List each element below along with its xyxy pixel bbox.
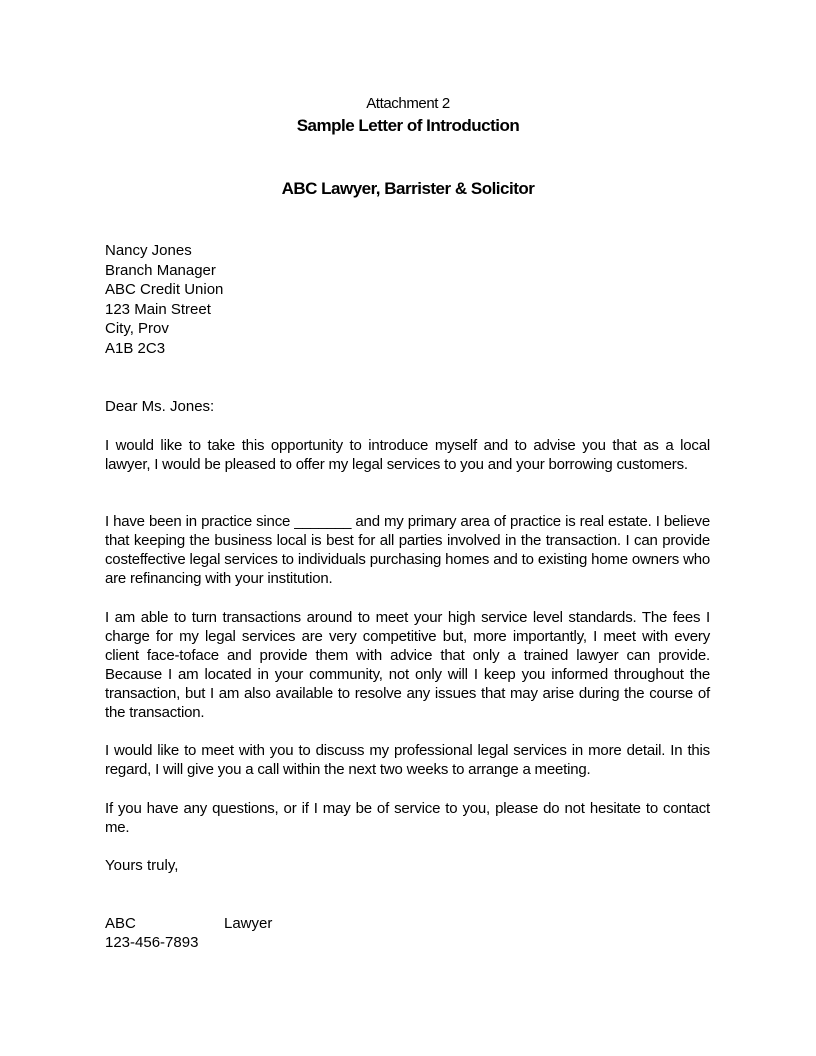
- body-paragraph: I am able to turn transactions around to meet your high service level standards. The fees I charge for my legal services are very competitive but, more importantly, I meet with every client face-toface and provide them with advice that only a trained lawyer can provide. Because I am located in your community, not only will I keep you informed throughout the transaction, but I am also available to resolve any issues that may arise during the course of the transaction.: [105, 609, 710, 721]
- body-paragraph: I have been in practice since _______ and my primary area of practice is real estate. I believe that keeping the business local is best for all parties involved in the transaction. I can provide costeffective legal services to individuals purchasing homes and to existing home owners who are refinancing with your institution.: [105, 513, 710, 587]
- letter-title: Sample Letter of Introduction: [296, 116, 520, 135]
- recipient-position: Branch Manager: [105, 261, 216, 279]
- recipient-postal-code: A1B 2C3: [105, 339, 166, 357]
- body-paragraph: If you have any questions, or if I may be of service to you, please do not hesitate to contact me.: [105, 800, 710, 836]
- salutation: Dear Ms. Jones:: [105, 398, 215, 415]
- recipient-city: City, Prov: [105, 320, 169, 337]
- signature-phone: 123-456-7893: [105, 934, 199, 951]
- closing: Yours truly,: [105, 857, 179, 874]
- body-paragraph: I would like to take this opportunity to introduce myself and to advise you that as a local lawyer, I would be pleased to offer my legal services to you and your borrowing customers.: [105, 437, 710, 473]
- firm-heading: ABC Lawyer, Barrister & Solicitor: [281, 179, 535, 198]
- body-paragraph: I would like to meet with you to discuss my professional legal services in more detail. In this regard, I will give you a call within the next two weeks to arrange a meeting.: [105, 742, 710, 778]
- signature-name: ABC: [105, 915, 136, 932]
- recipient-organization: ABC Credit Union: [105, 281, 224, 298]
- attachment-label: Attachment 2: [366, 95, 450, 112]
- signature-title: Lawyer: [224, 915, 273, 932]
- recipient-street: 123 Main Street: [105, 300, 211, 318]
- recipient-name: Nancy Jones: [105, 242, 192, 259]
- recipient-address: [105, 241, 223, 358]
